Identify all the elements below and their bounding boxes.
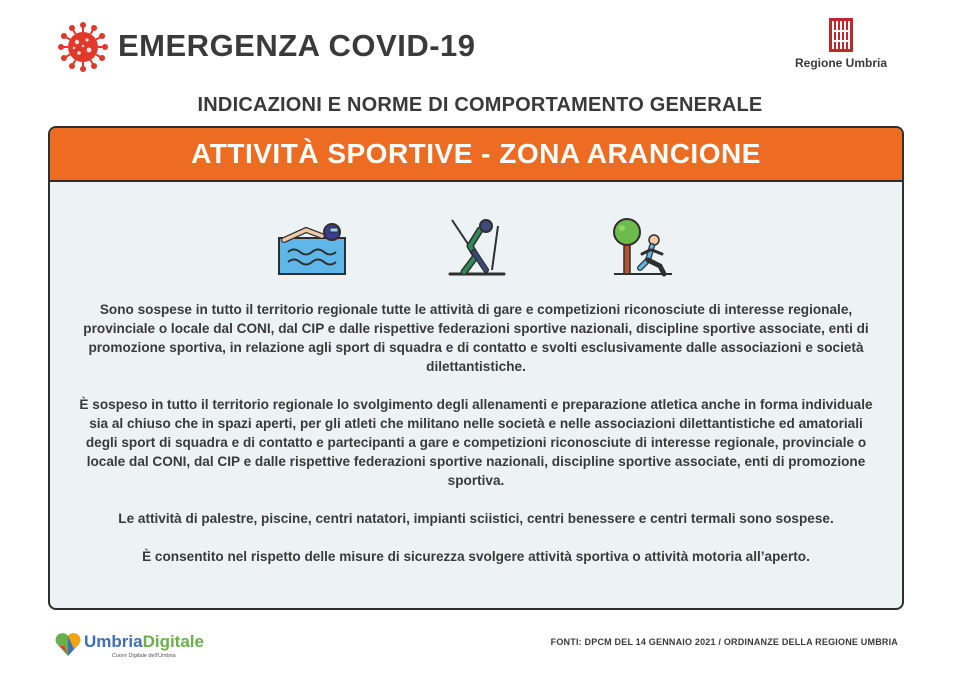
paragraph: È sospeso in tutto il territorio regionale lo svolgimento degli allenamenti e preparazione atletica anche in forma individuale sia al chiuso che in spazi aperti, per gli atleti che militano nelle società e nelle associazioni dilettantistiche ed amatoriali degli sport di squadra e di contatto e partecipanti a gare e competizioni riconosciute di interesse regionale, provinciale o locale dal CONI, dal CIP e dalle rispettive federazioni sportive nazionali, discipline sportive associate, enti di promozione sportiva. [79, 397, 873, 488]
card-title: ATTIVITÀ SPORTIVE - ZONA ARANCIONE [50, 128, 902, 182]
activity-icons [50, 216, 902, 278]
region-name: Regione Umbria [794, 56, 887, 70]
brand-name: UmbriaDigitale [84, 632, 204, 651]
info-card [48, 126, 904, 610]
sources-note: FONTI: DPCM DEL 14 GENNAIO 2021 / ORDINANZE DELLA REGIONE UMBRIA [550, 637, 898, 647]
umbria-digitale-logo [54, 628, 234, 664]
region-logo [786, 18, 896, 78]
header [56, 18, 906, 78]
swimmer-icon [276, 216, 348, 278]
body-text [72, 300, 880, 585]
brand-tagline: Cuore Digitale dell'Umbria [112, 653, 176, 659]
region-crest-icon [829, 18, 853, 52]
coronavirus-icon [56, 20, 110, 74]
runner-in-park-icon [612, 216, 674, 278]
skier-icon [446, 216, 508, 278]
paragraph: Sono sospese in tutto il territorio regionale tutte le attività di gare e competizioni riconosciute di interesse regionale, provinciale o locale dal CONI, dal CIP e dalle rispettive federazioni sportive nazionali, discipline sportive associate, enti di promozione sportiva, in relazione agli sport di squadra e di contatto e svolti esclusivamente dalle associazioni e società dilettantistiche. [83, 302, 869, 374]
paragraph: Le attività di palestre, piscine, centri natatori, impianti sciistici, centri benessere e centri termali sono sospese. [118, 511, 834, 526]
heart-logo-icon [54, 630, 82, 658]
subtitle: INDICAZIONI E NORME DI COMPORTAMENTO GENERALE [197, 94, 763, 116]
page-title: EMERGENZA COVID-19 [118, 28, 476, 63]
paragraph: È consentito nel rispetto delle misure di sicurezza svolgere attività sportiva o attività motoria all’aperto. [142, 549, 810, 564]
